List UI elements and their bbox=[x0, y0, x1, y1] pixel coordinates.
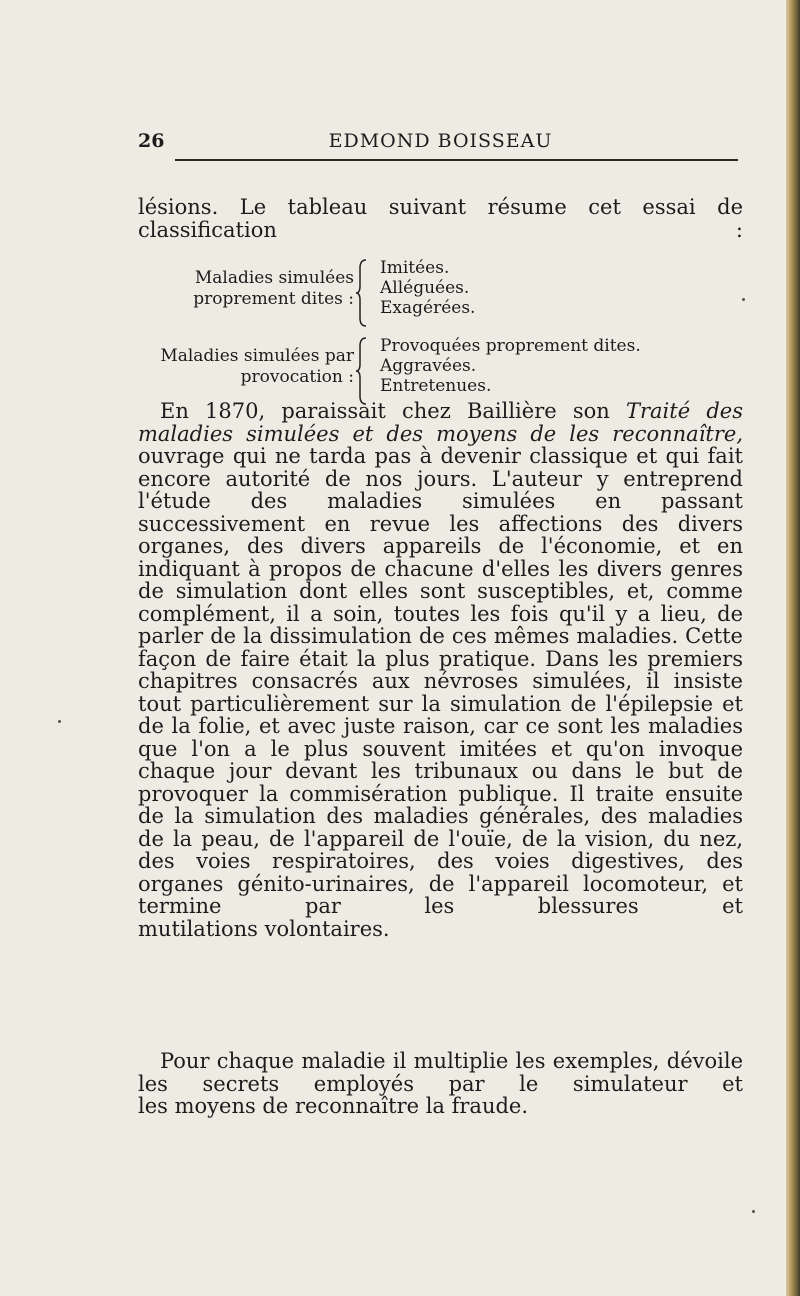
subtype-item: Exagérées. bbox=[380, 298, 476, 318]
page-edge bbox=[786, 0, 800, 1296]
category-label: Maladies simulées proprement dites : bbox=[193, 268, 354, 309]
classification-table bbox=[138, 258, 758, 414]
page-header bbox=[138, 126, 743, 160]
ink-speck bbox=[58, 720, 61, 723]
paragraph-lead: En 1870, paraissait chez Baillière son bbox=[160, 399, 610, 423]
brace-icon bbox=[356, 336, 368, 406]
body-paragraph bbox=[138, 400, 743, 940]
subtype-item: Entretenues. bbox=[380, 376, 492, 396]
paragraph-text: ouvrage qui ne tarda pas à devenir classique et qui fait encore autorité de nos jours. L'auteur y entreprend l'étude des maladies simulées en passant successivement en revue les affections des divers organes, des divers appareils de l'économie, et en indiquant à propos de chacune d'elles les divers genres de simulation dont elles sont susceptibles, et, comme complément, il a soin, toutes les fois qu'il y a lieu, de parler de la dissimulation de ces mêmes maladies. Cette façon de faire était la plus pratique. Dans les premiers chapitres consacrés aux névroses simulées, il insiste tout particulièrement sur la simulation de l'épilepsie et de la folie, et avec juste raison, car ce sont les maladies que l'on a le plus souvent imitées et qu'on invoque chaque jour devant les tribunaux ou dans le but de provoquer la commisération publique. Il traite ensuite de la simulation des maladies générales, des maladies de la peau, de l'appareil de l'ouïe, de la vision, du nez, des voies respiratoires, des voies digestives, des organes génito-urinaires, de l'appareil locomoteur, et termine par les blessures et bbox=[138, 444, 743, 918]
brace-icon bbox=[356, 258, 368, 328]
subtype-item: Aggravées. bbox=[380, 356, 477, 376]
intro-text: lésions. Le tableau suivant résume cet essai de classification : bbox=[138, 195, 743, 242]
subtype-list bbox=[380, 336, 641, 396]
paragraph-last-line: mutilations volontaires. bbox=[138, 916, 390, 941]
running-head: EDMOND BOISSEAU bbox=[328, 130, 553, 152]
subtype-item: Imitées. bbox=[380, 258, 450, 278]
header-rule bbox=[175, 159, 738, 161]
subtype-list bbox=[380, 258, 475, 318]
paragraph-text: Pour chaque maladie il multiplie les exemples, dévoile les secrets employés par le simulateur et bbox=[138, 1049, 743, 1096]
intro-paragraph bbox=[138, 196, 743, 241]
page-number: 26 bbox=[138, 130, 165, 152]
body-paragraph bbox=[138, 1050, 743, 1118]
book-title: Traité des maladies simulées et des moyens de les reconnaître, bbox=[138, 399, 743, 446]
subtype-item: Provoquées proprement dites. bbox=[380, 336, 641, 356]
subtype-item: Alléguées. bbox=[380, 278, 470, 298]
classification-group bbox=[138, 258, 758, 330]
ink-speck bbox=[752, 1210, 755, 1213]
ink-speck bbox=[742, 298, 745, 301]
paragraph-last-line: les moyens de reconnaître la fraude. bbox=[138, 1094, 529, 1118]
classification-group bbox=[138, 336, 758, 408]
category-label: Maladies simulées par provocation : bbox=[160, 346, 354, 387]
